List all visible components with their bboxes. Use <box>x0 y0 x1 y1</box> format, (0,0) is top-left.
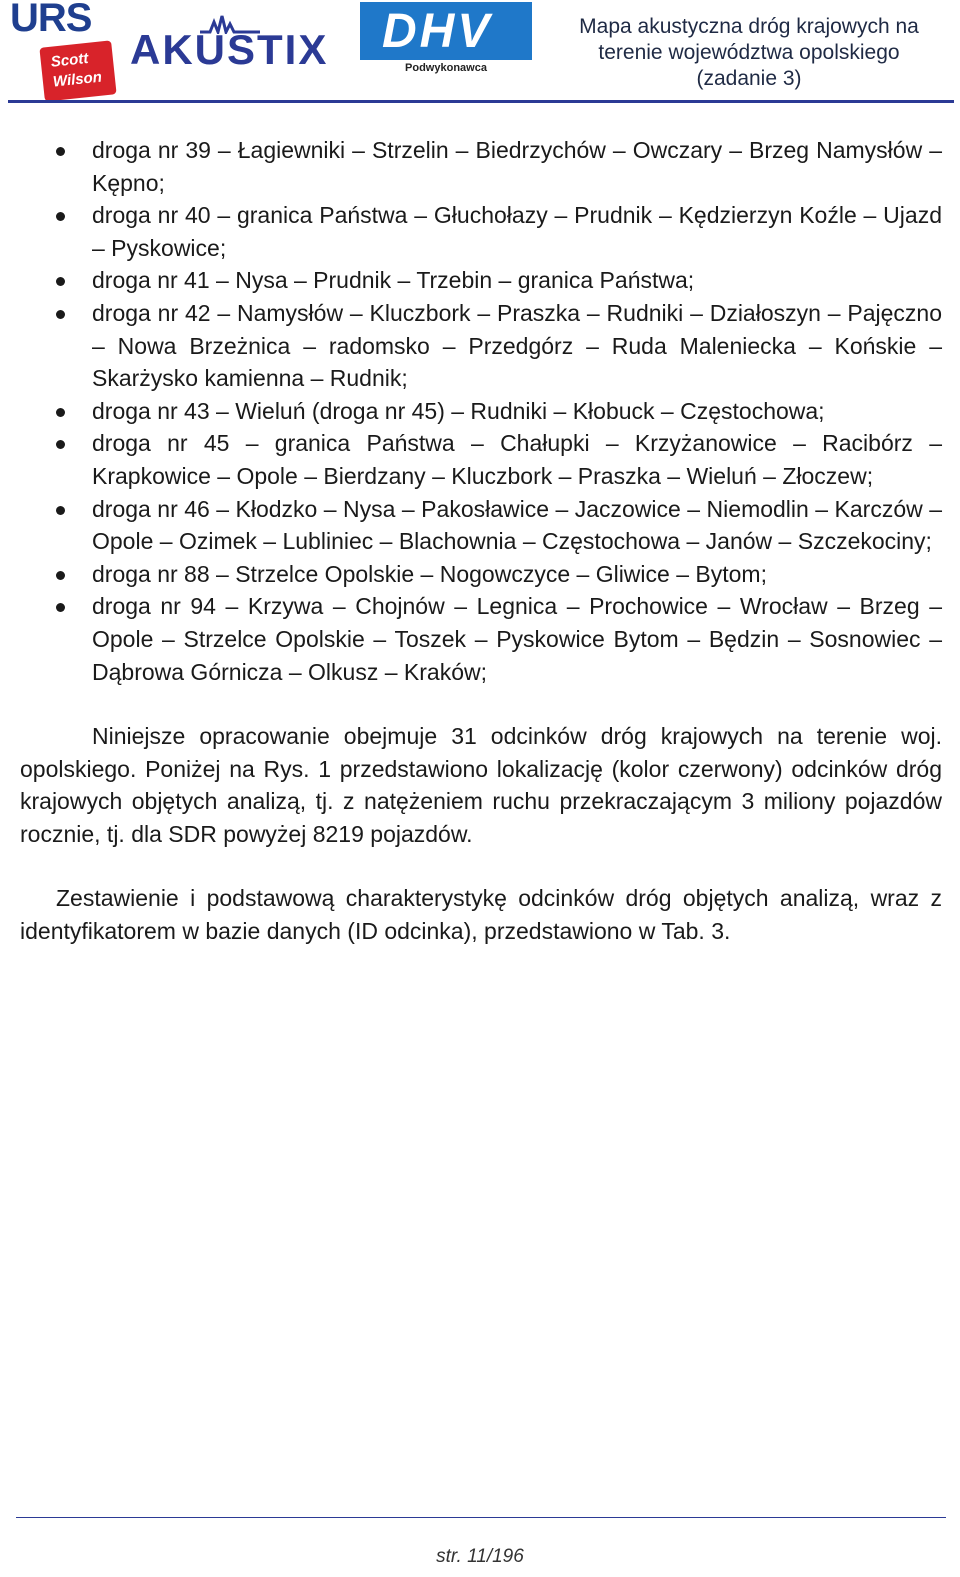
document-body <box>20 134 942 948</box>
header-divider <box>8 100 954 103</box>
bullet-icon <box>56 590 66 622</box>
bullet-icon <box>56 264 66 296</box>
bullet-icon <box>56 297 66 329</box>
list-item <box>20 493 942 558</box>
paragraph-summary: Zestawienie i podstawową charakterystykę odcinków dróg objętych analizą, wraz z identyfikatorem w bazie danych (ID odcinka), przedstawiono w Tab. 3. <box>20 885 942 945</box>
title-line-3: (zadanie 3) <box>696 67 802 90</box>
footer-divider <box>16 1517 946 1518</box>
road-text: droga nr 39 – Łagiewniki – Strzelin – Biedrzychów – Owczary – Brzeg Namysłów – Kępno; <box>92 137 942 196</box>
scott-logo-text: Scott <box>50 49 90 71</box>
list-item <box>20 264 942 297</box>
road-list <box>20 134 942 688</box>
list-item <box>20 297 942 395</box>
document-title <box>548 14 950 92</box>
urs-logo-text: URS <box>10 0 92 40</box>
paragraph-scope: Niniejsze opracowanie obejmuje 31 odcinków dróg krajowych na terenie woj. opolskiego. Poniżej na Rys. 1 przedstawiono lokalizację (kolor czerwony) odcinków dróg krajowych objętych analizą, tj. z natężeniem ruchu przekraczającym 3 miliony pojazdów rocznie, tj. dla SDR powyżej 8219 pojazdów. <box>20 723 942 847</box>
list-item <box>20 395 942 428</box>
road-text: droga nr 46 – Kłodzko – Nysa – Pakosławice – Jaczowice – Niemodlin – Karczów – Opole – Ozimek – Lubliniec – Blachownia – Częstochowa – Janów – Szczekociny; <box>92 495 942 555</box>
bullet-icon <box>56 427 66 459</box>
road-text: droga nr 45 – granica Państwa – Chałupki – Krzyżanowice – Racibórz – Krapkowice – Opole – Bierdzany – Kluczbork – Praszka – Wieluń – Złoczew; <box>92 430 942 489</box>
bullet-icon <box>56 134 66 166</box>
list-item <box>20 134 942 199</box>
list-item <box>20 199 942 264</box>
wilson-logo-text: Wilson <box>52 68 103 91</box>
scott-wilson-badge <box>39 40 116 101</box>
page-number: str. 11/196 <box>436 1546 524 1567</box>
dhv-logo-box <box>360 2 532 60</box>
bullet-icon <box>56 395 66 427</box>
urs-scott-wilson-logo <box>10 0 110 102</box>
road-text: droga nr 94 – Krzywa – Chojnów – Legnica – Prochowice – Wrocław – Brzeg – Opole – Strzelce Opolskie – Toszek – Pyskowice Bytom – Będzin – Sosnowiec – Dąbrowa Górnicza – Olkusz – Kraków; <box>92 593 942 685</box>
title-line-1: Mapa akustyczna dróg krajowych na <box>579 15 919 38</box>
road-text: droga nr 41 – Nysa – Prudnik – Trzebin – granica Państwa; <box>92 267 695 294</box>
page-header <box>0 0 960 106</box>
title-line-2: terenie województwa opolskiego <box>598 41 900 64</box>
dhv-logo <box>360 2 532 82</box>
list-item <box>20 558 942 591</box>
akustix-logo <box>130 14 340 73</box>
bullet-icon <box>56 199 66 231</box>
road-text: droga nr 40 – granica Państwa – Głuchołazy – Prudnik – Kędzierzyn Koźle – Ujazd – Pyskowice; <box>92 202 942 261</box>
dhv-subcontractor-label: Podwykonawca <box>405 62 487 74</box>
road-text: droga nr 88 – Strzelce Opolskie – Nogowczyce – Gliwice – Bytom; <box>92 560 767 587</box>
dhv-logo-text: DHV <box>382 5 493 58</box>
list-item <box>20 590 942 688</box>
bullet-icon <box>56 558 66 590</box>
list-item <box>20 427 942 492</box>
road-text: droga nr 43 – Wieluń (droga nr 45) – Rudniki – Kłobuck – Częstochowa; <box>92 397 825 424</box>
akustix-logo-text: AKUSTIX <box>130 26 329 73</box>
road-text: droga nr 42 – Namysłów – Kluczbork – Praszka – Rudniki – Działoszyn – Pajęczno – Nowa Brzeżnica – radomsko – Przedgórz – Ruda Maleniecka – Końskie – Skarżysko kamienna – Rudnik; <box>92 299 942 392</box>
bullet-icon <box>56 493 66 525</box>
